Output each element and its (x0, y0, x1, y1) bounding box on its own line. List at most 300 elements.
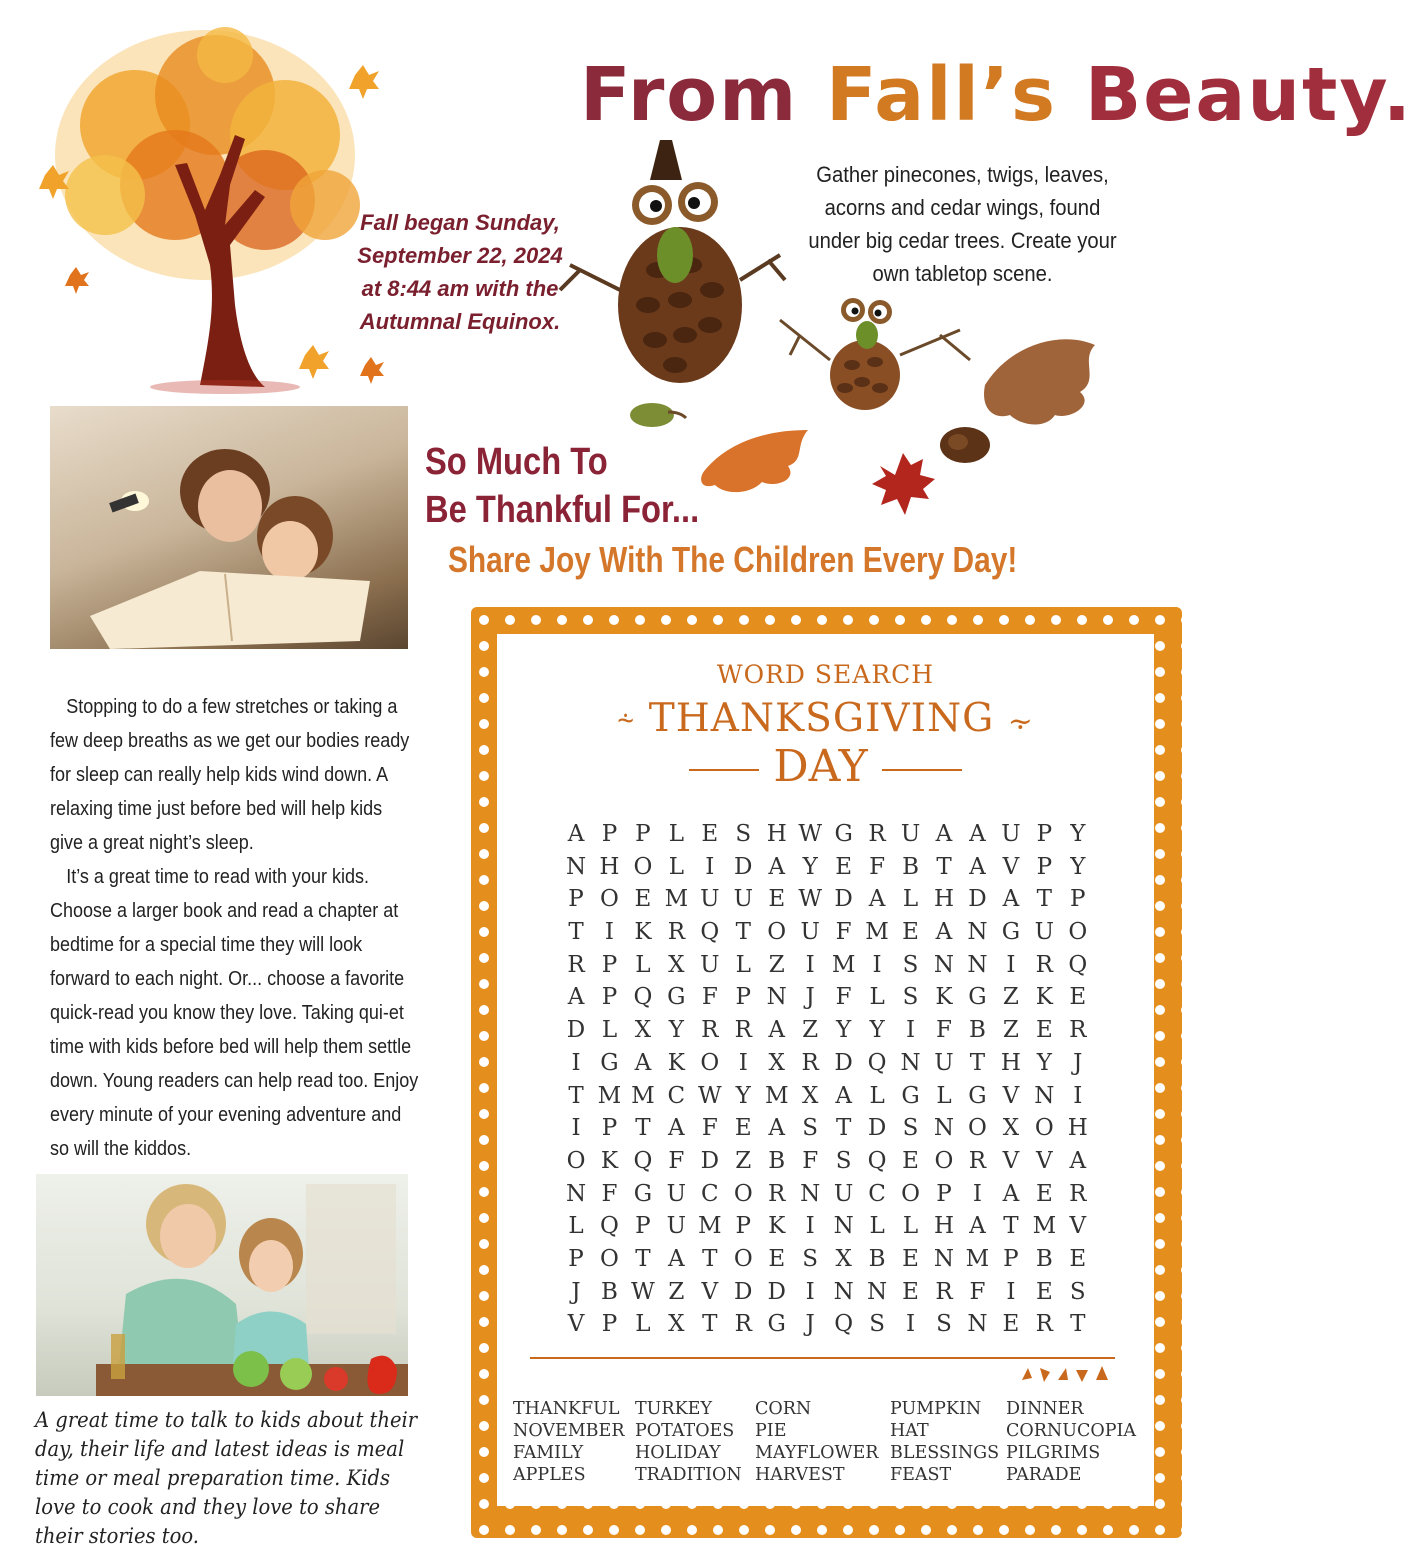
grid-letter: I (972, 1180, 982, 1207)
grid-row (562, 1276, 1092, 1309)
word-list-item: PUMPKIN (890, 1399, 982, 1419)
grid-letter: U (666, 1180, 687, 1207)
word-search-label: WORD SEARCH (716, 660, 935, 689)
grid-letter: G (901, 1082, 920, 1109)
grid-letter: E (1035, 1180, 1053, 1207)
craft-instructions: Gather pinecones, twigs, leaves, acorns and cedar wings, found under big cedar trees. Create your own tabletop scene. (808, 162, 1117, 286)
word-list-item: MAYFLOWER (755, 1443, 879, 1463)
grid-letter: X (801, 1082, 819, 1109)
page-title (580, 52, 1413, 138)
grid-letter: O (600, 1245, 619, 1272)
grid-letter: S (802, 1245, 819, 1272)
grid-letter: E (1002, 1311, 1020, 1338)
grid-letter: K (768, 1213, 786, 1240)
grid-letter: R (734, 1311, 752, 1338)
grid-letter: P (601, 1311, 618, 1338)
grid-letter: N (967, 951, 988, 978)
grid-letter: D (734, 853, 753, 880)
grid-letter: I (571, 1115, 581, 1142)
grid-letter: A (768, 1115, 786, 1142)
grid-letter: R (667, 919, 686, 946)
grid-letter: T (635, 1245, 651, 1272)
fall-began-note: Fall began Sunday, September 22, 2024 at 8:44 am with the Autumnal Equinox. (357, 210, 563, 334)
grid-letter: W (798, 886, 822, 913)
grid-letter: A (969, 853, 986, 880)
pinecone-owl-large (560, 140, 785, 383)
word-search-subtitle (497, 741, 1154, 792)
grid-letter: I (1073, 1082, 1083, 1109)
grid-letter: W (697, 1082, 722, 1109)
grid-letter: L (936, 1082, 952, 1109)
grid-letter: A (567, 821, 585, 847)
grid-letter: E (835, 853, 853, 880)
grid-row (562, 1014, 1092, 1047)
grid-letter: B (1035, 1245, 1053, 1272)
grid-letter: O (934, 1147, 954, 1174)
grid-letter: Q (600, 1213, 619, 1240)
grid-letter: J (805, 984, 815, 1011)
grid-letter: Z (1002, 1017, 1019, 1044)
grid-letter: Q (834, 1311, 854, 1338)
grid-letter: Z (1002, 984, 1019, 1011)
rule-left (689, 769, 759, 771)
grid-row (562, 1080, 1092, 1113)
grid-letter: A (835, 1082, 852, 1109)
grid-letter: F (701, 1115, 718, 1142)
grid-letter: Y (1036, 1049, 1052, 1076)
grid-letter: V (1002, 853, 1020, 880)
grid-letter: V (701, 1278, 719, 1305)
grid-letter: O (700, 1049, 720, 1076)
grid-letter: Y (1070, 821, 1086, 847)
grid-letter: K (935, 984, 953, 1011)
grid-letter: N (833, 1278, 854, 1305)
grid-letter: C (701, 1180, 719, 1207)
grid-letter: T (702, 1245, 718, 1272)
grid-letter: Y (869, 1017, 885, 1044)
grid-letter: N (967, 919, 988, 946)
grid-letter: B (968, 1017, 986, 1044)
title-word-falls: Fall’s (826, 52, 1085, 138)
word-list-item: APPLES (513, 1465, 586, 1485)
grid-letter: L (902, 886, 919, 913)
grid-letter: I (905, 1017, 916, 1044)
grid-row (562, 883, 1092, 916)
grid-letter: P (1036, 853, 1053, 880)
thankful-line-1: So Much To (425, 441, 608, 483)
grid-letter: E (734, 1115, 752, 1142)
grid-letter: F (668, 1147, 685, 1174)
grid-letter: N (967, 1311, 988, 1338)
grid-letter: O (1068, 919, 1088, 946)
grid-letter: U (700, 951, 720, 978)
grid-letter: B (902, 853, 919, 880)
grid-letter: T (635, 1115, 651, 1142)
grid-letter: N (766, 984, 787, 1011)
grid-letter: R (935, 1278, 953, 1305)
grid-letter: R (801, 1049, 819, 1076)
grid-letter: P (601, 821, 618, 847)
grid-letter: U (700, 886, 720, 913)
grid-row (562, 1178, 1092, 1211)
grid-letter: M (831, 951, 856, 978)
grid-letter: B (601, 1278, 618, 1305)
grid-letter: F (802, 1147, 819, 1174)
grid-letter: A (634, 1049, 652, 1076)
grid-letter: S (902, 984, 919, 1011)
grid-letter: D (834, 886, 853, 913)
grid-letter: O (1034, 1115, 1054, 1142)
grid-letter: P (568, 1245, 584, 1272)
grid-letter: X (768, 1049, 785, 1076)
grid-letter: A (1069, 1147, 1087, 1174)
grid-row (562, 1210, 1092, 1243)
grid-letter: L (735, 951, 751, 978)
grid-letter: V (1036, 1147, 1053, 1174)
grid-letter: B (868, 1245, 886, 1272)
grid-letter: O (633, 853, 653, 880)
grid-letter: L (601, 1017, 618, 1044)
grid-letter: U (666, 1213, 687, 1240)
grid-letter: M (631, 1082, 655, 1109)
grid-letter: O (767, 919, 787, 946)
grid-letter: I (705, 853, 715, 880)
grid-letter: T (835, 1115, 852, 1142)
grid-letter: F (601, 1180, 618, 1207)
grid-letter: E (1035, 1278, 1053, 1305)
leaf-ornament-icon (1018, 1362, 1114, 1386)
grid-letter: Y (836, 1017, 852, 1044)
word-list-item: NOVEMBER (513, 1421, 625, 1441)
grid-letter: B (768, 1147, 786, 1174)
grid-letter: D (700, 1147, 720, 1174)
grid-letter: K (600, 1147, 619, 1174)
grid-row (562, 916, 1092, 949)
grid-row (562, 949, 1092, 982)
grid-letter: J (571, 1278, 581, 1305)
grid-letter: V (1069, 1213, 1087, 1240)
grid-letter: G (1001, 919, 1021, 946)
grid-letter: S (802, 1115, 819, 1142)
word-list-item: DINNER (1006, 1399, 1084, 1419)
grid-letter: N (933, 1115, 955, 1142)
grid-letter: N (900, 1049, 921, 1076)
word-search-title-line-2: DAY (773, 741, 868, 792)
grid-row (562, 1112, 1092, 1145)
grid-letter: U (1034, 919, 1055, 946)
grid-letter: K (1035, 984, 1053, 1011)
grid-row (562, 851, 1092, 884)
grid-letter: F (835, 984, 852, 1011)
grid-letter: F (969, 1278, 986, 1305)
grid-letter: M (664, 886, 689, 913)
grid-letter: L (668, 821, 684, 847)
grid-letter: G (667, 984, 686, 1011)
grid-letter: E (902, 919, 919, 946)
grid-letter: U (900, 821, 921, 847)
word-list-column (635, 1398, 742, 1486)
grid-letter: C (667, 1082, 686, 1109)
grid-letter: E (902, 1147, 919, 1174)
grid-letter: L (568, 1213, 584, 1240)
word-list-item: HOLIDAY (635, 1443, 721, 1463)
grid-letter: J (805, 1311, 815, 1338)
word-search-title (497, 696, 1154, 741)
grid-letter: G (968, 1082, 987, 1109)
grid-letter: E (902, 1245, 919, 1272)
grid-letter: C (868, 1180, 886, 1207)
grid-letter: I (805, 1213, 815, 1240)
grid-letter: O (600, 886, 619, 913)
word-search-divider (530, 1357, 1115, 1359)
grid-letter: N (565, 1180, 587, 1207)
grid-letter: X (835, 1245, 852, 1272)
word-list-item: CORN (755, 1399, 812, 1419)
grid-letter: P (635, 1213, 651, 1240)
grid-letter: V (1002, 1082, 1020, 1109)
grid-letter: L (869, 1082, 885, 1109)
grid-letter: Q (867, 1049, 887, 1076)
grid-row (562, 818, 1092, 851)
grid-letter: Z (768, 951, 785, 978)
pinecone-owl-small (780, 298, 970, 410)
word-list-item: PARADE (1006, 1465, 1082, 1485)
meal-time-caption: A great time to talk to kids about their day, their life and latest ideas is meal time or meal preparation time. Kids love to cook and they love to share their stories too. (35, 1408, 418, 1548)
grid-letter: D (867, 1115, 887, 1142)
grid-letter: H (1067, 1115, 1088, 1142)
grid-letter: A (1002, 1180, 1020, 1207)
grid-letter: P (635, 821, 651, 847)
grid-letter: P (601, 984, 618, 1011)
grid-row (562, 1145, 1092, 1178)
grid-letter: R (868, 821, 886, 847)
grid-letter: E (902, 1278, 919, 1305)
grid-letter: S (869, 1311, 885, 1338)
grid-letter: I (905, 1311, 916, 1338)
grid-letter: U (934, 1049, 954, 1076)
grid-letter: K (667, 1049, 685, 1076)
grid-letter: N (833, 1213, 854, 1240)
grid-letter: X (634, 1017, 652, 1044)
grid-letter: H (766, 821, 787, 847)
grid-letter: I (872, 951, 882, 978)
bedtime-article (50, 690, 419, 1166)
grid-letter: P (1036, 821, 1053, 847)
grid-letter: T (568, 1082, 584, 1109)
grid-letter: G (968, 984, 987, 1011)
oak-leaf-orange (701, 430, 808, 492)
grid-letter: E (701, 821, 719, 847)
grid-letter: P (735, 1213, 751, 1240)
word-list-item: PILGRIMS (1006, 1443, 1101, 1463)
word-search-title-line-1: THANKSGIVING (648, 696, 995, 741)
grid-letter: A (768, 1017, 786, 1044)
grid-letter: U (733, 886, 753, 913)
grid-letter: E (768, 1245, 786, 1272)
grid-letter: A (868, 886, 886, 913)
grid-letter: P (1003, 1245, 1019, 1272)
grid-letter: J (1073, 1049, 1083, 1076)
grid-letter: I (738, 1049, 748, 1076)
word-list-item: THANKFUL (513, 1399, 620, 1419)
grid-letter: N (800, 1180, 821, 1207)
grid-letter: A (935, 821, 953, 847)
grid-letter: O (733, 1245, 753, 1272)
grid-letter: W (798, 821, 822, 847)
grid-letter: P (601, 1115, 618, 1142)
grid-letter: T (936, 853, 952, 880)
grid-letter: L (668, 853, 684, 880)
grid-letter: R (768, 1180, 786, 1207)
grid-letter: G (633, 1180, 653, 1207)
grid-letter: A (935, 919, 953, 946)
grid-letter: R (1035, 1311, 1053, 1338)
grid-letter: G (834, 821, 853, 847)
grid-letter: E (768, 886, 786, 913)
grid-letter: G (767, 1311, 786, 1338)
grid-letter: Q (633, 1147, 653, 1174)
grid-letter: P (936, 1180, 952, 1207)
grid-letter: R (1069, 1180, 1087, 1207)
grid-letter: R (701, 1017, 719, 1044)
grid-letter: A (969, 821, 986, 847)
grid-letter: Q (867, 1147, 887, 1174)
grid-letter: S (936, 1311, 952, 1338)
grid-letter: A (768, 853, 786, 880)
word-list-column (1006, 1398, 1136, 1486)
grid-letter: U (800, 919, 820, 946)
grid-letter: M (698, 1213, 722, 1240)
grid-letter: L (869, 1213, 885, 1240)
grid-row (562, 1243, 1092, 1276)
grid-letter: N (933, 1245, 955, 1272)
maple-leaf-red (872, 453, 935, 515)
share-joy-heading: Share Joy With The Children Every Day! (448, 539, 1018, 580)
grid-letter: T (969, 1049, 986, 1076)
grid-letter: F (869, 853, 886, 880)
rule-right (882, 769, 962, 771)
grid-letter: E (1069, 984, 1087, 1011)
autumn-tree-illustration (25, 15, 385, 395)
grid-row (562, 1308, 1092, 1341)
mother-child-reading-photo (50, 406, 408, 649)
grid-letter: H (599, 853, 620, 880)
grid-letter: H (933, 886, 955, 913)
word-list-item: FEAST (890, 1465, 952, 1485)
article-paragraph-2: It’s a great time to read with your kids. Choose a larger book and read a chapter at bedtime for a special time they will look forward to each night. Or... choose a favorite quick-read you know they love. Taking qui-et time with kids before bed will help them settle down. Young readers can help read too. Enjoy every minute of your evening adventure and so will the kiddos. (50, 866, 419, 1160)
grid-letter: D (968, 886, 987, 913)
grid-letter: F (701, 984, 718, 1011)
grid-letter: I (805, 1278, 815, 1305)
grid-letter: Y (668, 1017, 684, 1044)
grid-letter: A (567, 984, 585, 1011)
grid-letter: X (668, 951, 685, 978)
grid-letter: G (600, 1049, 619, 1076)
grid-letter: E (634, 886, 652, 913)
grid-letter: A (668, 1245, 685, 1272)
grid-letter: D (834, 1049, 853, 1076)
grid-letter: R (734, 1017, 752, 1044)
word-list-item: PIE (755, 1421, 787, 1441)
word-list-item: POTATOES (635, 1421, 735, 1441)
grid-letter: V (1002, 1147, 1020, 1174)
grid-letter: M (1032, 1213, 1057, 1240)
grid-letter: V (567, 1311, 585, 1338)
grid-letter: D (734, 1278, 753, 1305)
grid-letter: Z (668, 1278, 685, 1305)
grid-letter: P (601, 951, 618, 978)
grid-letter: F (835, 919, 852, 946)
grid-letter: Z (735, 1147, 752, 1174)
thankful-line-2: Be Thankful For... (425, 489, 700, 531)
grid-letter: F (936, 1017, 952, 1044)
grid-row (562, 981, 1092, 1014)
grid-letter: O (566, 1147, 586, 1174)
mother-child-cooking-photo (36, 1174, 408, 1396)
grid-letter: Z (802, 1017, 819, 1044)
word-list-item: TRADITION (635, 1465, 742, 1485)
grid-letter: N (1034, 1082, 1055, 1109)
word-list-column (513, 1398, 625, 1486)
grid-letter: T (1070, 1311, 1086, 1338)
grid-letter: L (635, 951, 651, 978)
acorn-green (630, 403, 686, 427)
grid-letter: U (1001, 821, 1021, 847)
grid-letter: L (902, 1213, 919, 1240)
word-search-grid (562, 818, 1092, 1341)
grid-letter: N (565, 853, 587, 880)
grid-letter: T (1003, 1213, 1019, 1240)
grid-letter: S (1069, 1278, 1086, 1305)
grid-letter: S (902, 1115, 919, 1142)
title-word-from: From (580, 52, 827, 138)
grid-letter: T (735, 919, 751, 946)
swirl-left-icon: ⸞ (617, 704, 636, 739)
grid-row (562, 1047, 1092, 1080)
grid-letter: R (1069, 1017, 1087, 1044)
grid-letter: I (571, 1049, 581, 1076)
word-list-column (755, 1398, 878, 1486)
grid-letter: M (965, 1245, 990, 1272)
grid-letter: R (968, 1147, 987, 1174)
word-list-item: CORNUCOPIA (1006, 1421, 1137, 1441)
word-list-item: HARVEST (755, 1465, 845, 1485)
grid-letter: X (668, 1311, 685, 1338)
grid-letter: H (933, 1213, 955, 1240)
grid-letter: R (1035, 951, 1053, 978)
grid-letter: T (702, 1311, 718, 1338)
grid-letter: M (597, 1082, 622, 1109)
grid-letter: M (764, 1082, 789, 1109)
grid-letter: Q (1068, 951, 1088, 978)
grid-letter: S (902, 951, 919, 978)
grid-letter: I (1006, 1278, 1016, 1305)
grid-letter: T (568, 919, 584, 946)
grid-letter: I (805, 951, 815, 978)
grid-letter: H (1000, 1049, 1021, 1076)
grid-letter: A (668, 1115, 685, 1142)
grid-letter: L (635, 1311, 651, 1338)
grid-letter: S (735, 821, 752, 847)
oak-leaf-brown (984, 339, 1095, 424)
grid-letter: W (631, 1278, 655, 1305)
grid-letter: M (865, 919, 889, 946)
grid-letter: O (968, 1115, 987, 1142)
grid-letter: Y (735, 1082, 751, 1109)
grid-letter: N (867, 1278, 888, 1305)
grid-letter: N (933, 951, 955, 978)
word-list-item: BLESSINGS (890, 1443, 1000, 1463)
